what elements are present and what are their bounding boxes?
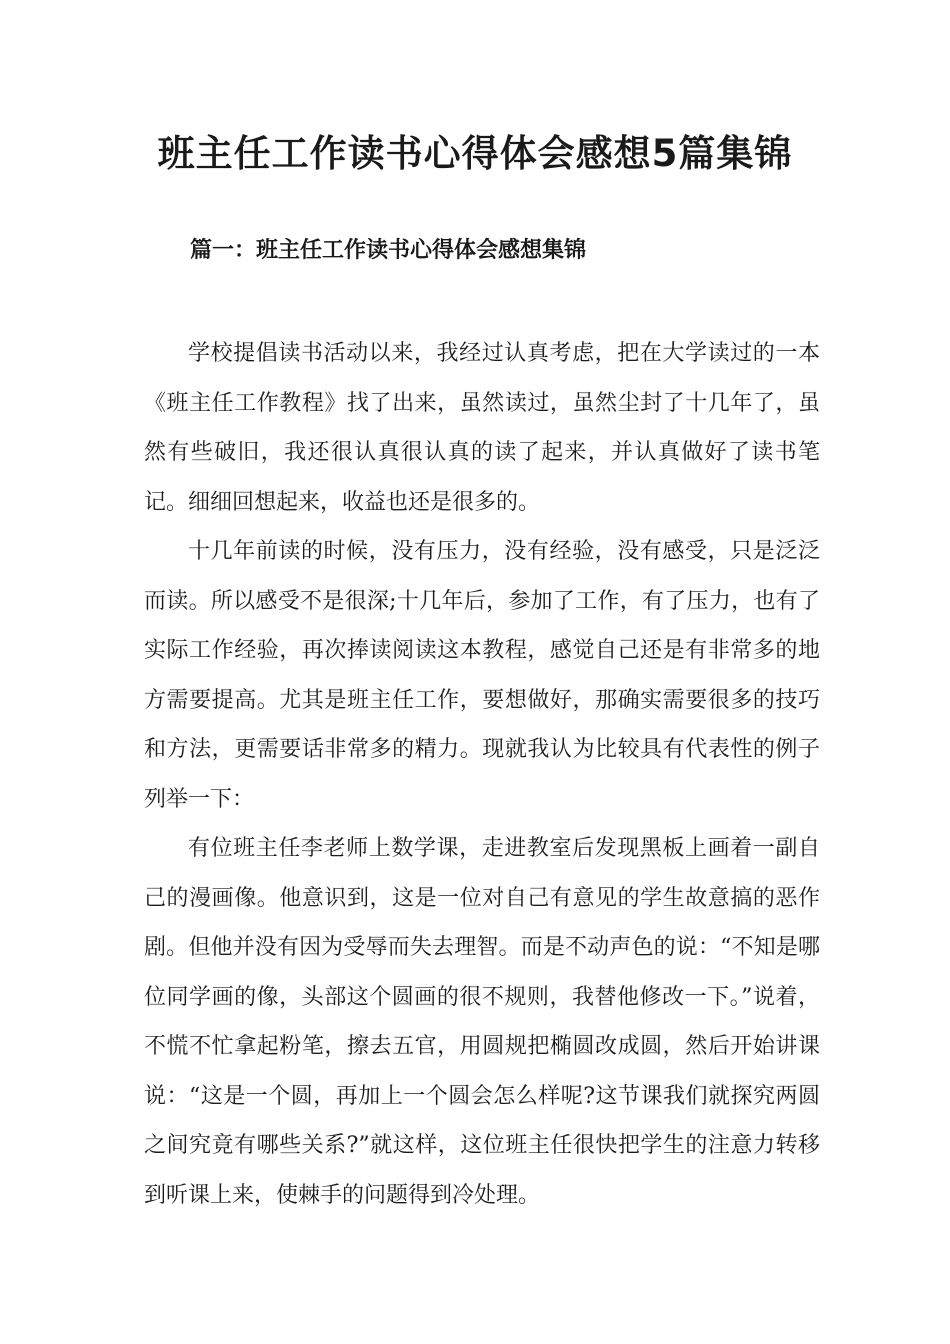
document-body bbox=[144, 329, 820, 1220]
paragraph: 十几年前读的时候，没有压力，没有经验，没有感受，只是泛泛而读。所以感受不是很深;十几年后，参加了工作，有了压力，也有了实际工作经验，再次捧读阅读这本教程，感觉自己还是有非常多的地方需要提高。尤其是班主任工作，要想做好，那确实需要很多的技巧和方法，更需要话非常多的精力。现就我认为比较具有代表性的例子列举一下： bbox=[144, 539, 820, 812]
paragraph: 有位班主任李老师上数学课，走进教室后发现黑板上画着一副自己的漫画像。他意识到，这是一位对自己有意见的学生故意搞的恶作剧。但他并没有因为受辱而失去理智。而是不动声色的说：“不知是哪位同学画的像，头部这个圆画的很不规则，我替他修改一下。”说着，不慌不忙拿起粉笔，擦去五官，用圆规把椭圆改成圆，然后开始讲课说：“这是一个圆，再加上一个圆会怎么样呢?这节课我们就探究两圆之间究竟有哪些关系?”就这样，这位班主任很快把学生的注意力转移到听课上来，使棘手的问题得到冷处理。 bbox=[144, 836, 820, 1208]
paragraph: 学校提倡读书活动以来，我经过认真考虑，把在大学读过的一本《班主任工作教程》找了出来，虽然读过，虽然尘封了十几年了，虽然有些破旧，我还很认真很认真的读了起来，并认真做好了读书笔记。细细回想起来，收益也还是很多的。 bbox=[144, 341, 820, 515]
section-heading: 篇一：班主任工作读书心得体会感想集锦 bbox=[190, 237, 587, 263]
document-title: 班主任工作读书心得体会感想5篇集锦 bbox=[157, 132, 793, 175]
